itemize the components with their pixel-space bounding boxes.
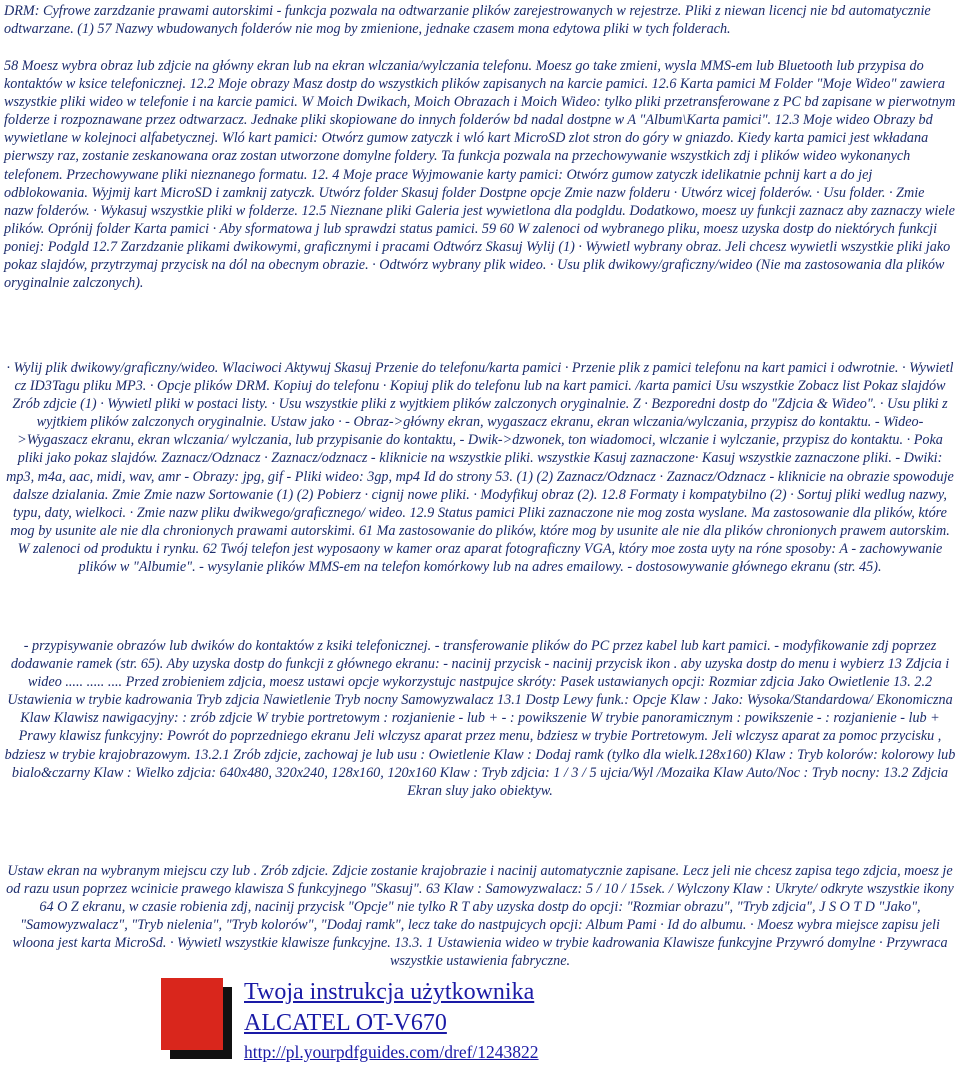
paragraph-images: 58 Moesz wybra obraz lub zdjcie na główny ekran lub na ekran wlczania/wylczania telefonu. Moesz go take zmieni, wysla MMS-em lub Bluetooth lub przypisa do kontaktów w ksice telefonicznej. 12.2 Moje obrazy Masz dostp do wszystkich plików zapisanych na karcie pamici. 12.6 Karta pamici M Folder "Moje Wideo" zawiera wszystkie pliki wideo w telefonie i na karcie pamici. W Moich Dwikach, Moich Obrazach i Moich Wideo: tylko pliki przetransferowane z PC bd zapisane w pierwotnym folderze i rozpoznawane przez odtwarzacz. Jednake pliki skopiowane do innych folderów bd nadal dostpne w A "Album\Karta pamici". 12.3 Moje wideo Obrazy bd wywietlane w kolejnoci alfabetycznej. Wló kart pamici: Otwórz gumow zatyczk i wló kart MicroSD zlot stron do góry w gniazdo. Kiedy karta pamici jest wkładana pierwszy raz, zostanie zeskanowana oraz zostan utworzone domylne foldery. Ta funkcja pozwala na przechowywanie wszystkich zdj i plików wideo wykonanych telefonem. Przechowywane pliki nieznanego formatu. 12. 4 Moje prace Wyjmowanie karty pamici: Otwórz gumow zatyczk idelikatnie pchnij kart a do jej odblokowania. Wyjmij kart MicroSD i zamknij zatyczk. Utwórz folder Skasuj folder Dostpne opcje Zmie nazw folderu · Utwórz wicej folderów. · Usu folder. · Zmie nazw folderów. · Wykasuj wszystkie pliki w folderze. 12.5 Nieznane pliki Galeria jest wywietlona dla podgldu. Dodatkowo, moesz uy funkcji zaznacz aby zaznaczy wiele plików. Oprónij folder Karta pamici · Aby sformatowa j lub sprawdzi status pamici. 59 60 W zalenoci od wybranego pliku, moesz uzyska dostp do niektórych funkcji poniej: Podgld 12.7 Zarzdzanie plikami dwikowymi, graficznymi i pracami Odtwórz Skasuj Wylij (1) · Wywietl wybrany obraz. Jeli chcesz wywietli wszystkie pliki jako pokaz slajdów, przytrzymaj przycisk na dól na obecnym obrazie. · Odtwórz wybrany plik wideo. · Usu plik dwikowy/graficzny/wideo (Nie ma zastosowania dla plików oryginalnie zalczonych). [4, 58, 956, 292]
red-square-logo-icon [160, 977, 234, 1061]
footer-url-link[interactable]: http://pl.yourpdfguides.com/dref/1243822 [244, 1042, 539, 1062]
footer-links [244, 977, 704, 1065]
paragraph-camera: - przypisywanie obrazów lub dwików do kontaktów z ksiki telefonicznej. - transferowanie plików do PC przez kabel lub kart pamici. - modyfikowanie zdj poprzez dodawanie ramek (str. 65). Aby uzyska dostp do funkcji z głównego ekranu: - nacinij przycisk - nacinij przycisk ikon . aby uzyska dostp do menu i wybierz 13 Zdjcia i wideo ..... ..... .... Przed zrobieniem zdjcia, moesz ustawi opcje wykorzystujc nastpujce skróty: Pasek ustawianych opcji: Rozmiar zdjcia Jako Owietlenie 13. 2.2 Ustawienia w trybie kadrowania Tryb zdjcia Nawietlenie Tryb nocny Samowyzwalacz 13.1 Dostp Lewy funk.: Opcje Klaw : Jako: Wysoka/Standardowa/ Ekonomiczna Klaw Klawisz nawigacyjny: : zrób zdjcie W trybie portretowym : rozjanienie - lub + - : powikszenie W trybie panoramicznym : powikszenie - : rozjanienie - lub + Prawy klawisz funkcyjny: Powrót do poprzedniego ekranu Jeli wlczysz aparat przez menu, bdziesz w trybie Portretowym. Jeli wlczysz aparat za pomoc przycisku , bdziesz w trybie krajobrazowym. 13.2.1 Zrób zdjcie, zachowaj je lub usu : Owietlenie Klaw : Dodaj ramk (tylko dla wielk.128x160) Klaw : Tryb kolorów: kolorowy lub bialo&czarny Klaw : Wielko zdjcia: 640x480, 320x240, 128x160, 120x160 Klaw : Tryb zdjcia: 1 / 3 / 5 ujcia/Wyl /Mozaika Klaw Auto/Noc : Tryb nocny: 13.2 Zdjcia Ekran sluy jako obiektyw. [4, 638, 956, 799]
paragraph-file-options: · Wylij plik dwikowy/graficzny/wideo. Wlaciwoci Aktywuj Skasuj Przenie do telefonu/karta pamici · Przenie plik z pamici telefonu na kart pamici i odwrotnie. · Wywietl cz ID3Tagu pliku MP3. · Opcje plików DRM. Kopiuj do telefonu · Kopiuj plik do telefonu lub na kart pamici. /karta pamici Usu wszystkie Zobacz list Pokaz slajdów Zrób zdjcie (1) · Wywietl pliki w postaci listy. · Usu wszystkie pliki z wyjtkiem plików zalczonych oryginalnie. Z · Bezporedni dostp do "Zdjcia & Wideo". · Usu pliki z wyjtkiem plików zalczonych oryginalnie. Ustaw jako · - Obraz->główny ekran, wygaszacz ekranu, ekran wlczania/wylczania, przypisz do kontaktu. - Wideo->Wygaszacz ekranu, ekran wlczania/ wylczania, lub przypisanie do kontaktu, - Dwik->dzwonek, ton wiadomoci, wlczanie i wylczanie, przypisz do kontaktu. · Poka pliki jako pokaz slajdów. Zaznacz/Odznacz · Zaznacz/odznacz - kliknicie na wszystkie pliki. wszystkie Kasuj zaznaczone· Kasuj wszystkie zaznaczone pliki. - Dwiki: mp3, m4a, aac, midi, wav, amr - Obrazy: jpg, gif - Pliki wideo: 3gp, mp4 Id do strony 53. (1) (2) Zaznacz/Odznacz · Zaznacz/Odznacz - kliknicie na obrazie spowoduje dalsze dzialania. Zmie Zmie nazw Sortowanie (1) (2) Pobierz · cignij nowe pliki. · Modyfikuj obraz (2). 12.8 Formaty i kompatybilno (2) · Sortuj pliki wedlug nazwy, typu, daty, wielkoci. · Zmie nazw pliku dwikwego/graficznego/ wideo. 12.9 Status pamici Pliki zaznaczone nie mog zosta wyslane. Ma zastosowanie dla plików, które mog by usunite ale nie dla chronionych prawami autorskimi. 61 Ma zastosowanie do plików, które mog by usunite ale nie dla plików chronionych prawem autorskim. W zalenoci od produktu i rynku. 62 Twój telefon jest wyposaony w kamer oraz aparat fotograficzny VGA, który moe zosta uyty na róne sposoby: A - zachowywanie plików w "Albumie". - wysylanie plików MMS-em na telefon komórkowy lub na adres emailowy. - dostosowywanie głównego ekranu (str. 45). [6, 360, 954, 576]
paragraph-save-photo: Ustaw ekran na wybranym miejscu czy lub . Zrób zdjcie. Zdjcie zostanie krajobrazie i nacinij automatycznie zapisane. Lecz jeli nie chcesz zapisa tego zdjcia, moesz je od razu usun poprzez wcinicie prawego klawisza S funkcyjnego "Skasuj". 63 Klaw : Samowyzwalacz: 5 / 10 / 15sek. / Wylczony Klaw : Ukryte/ odkryte wszystkie ikony 64 O Z ekranu, w czasie robienia zdj, nacinij przycisk "Opcje" nie tylko R T aby uzyska dostp do opcji: "Rozmiar obrazu", "Tryb zdjcia", J S O T D "Jako", "Samowyzwalacz", "Tryb nielenia", "Tryb kolorów", "Dodaj ramk", lecz take do nastpujcych opcji: Album Pami · Id do albumu. · Moesz wybra miejsce zapisu jeli wloona jest karta MicroSd. · Wywietl wszystkie klawisze funkcyjne. 13.3. 1 Ustawienia wideo w trybie kadrowania Klawisze funkcyjne Przywró domylne · Przywraca wszystkie ustawienia fabryczne. [6, 863, 954, 970]
logo-icon [160, 977, 234, 1061]
logo-square [161, 978, 223, 1050]
footer-model-link[interactable]: ALCATEL OT-V670 [244, 1010, 447, 1036]
footer-title-link[interactable]: Twoja instrukcja użytkownika [244, 979, 535, 1005]
paragraph-drm: DRM: Cyfrowe zarzdzanie prawami autorskimi - funkcja pozwala na odtwarzanie plików zarejestrowanych w rejestrze. Pliki z niewan licencj nie bd automatycznie odtwarzane. (1) 57 Nazwy wbudowanych folderów nie mog by zmienione, jednake czasem mona edytowa pliki w tych folderach. [4, 3, 931, 38]
